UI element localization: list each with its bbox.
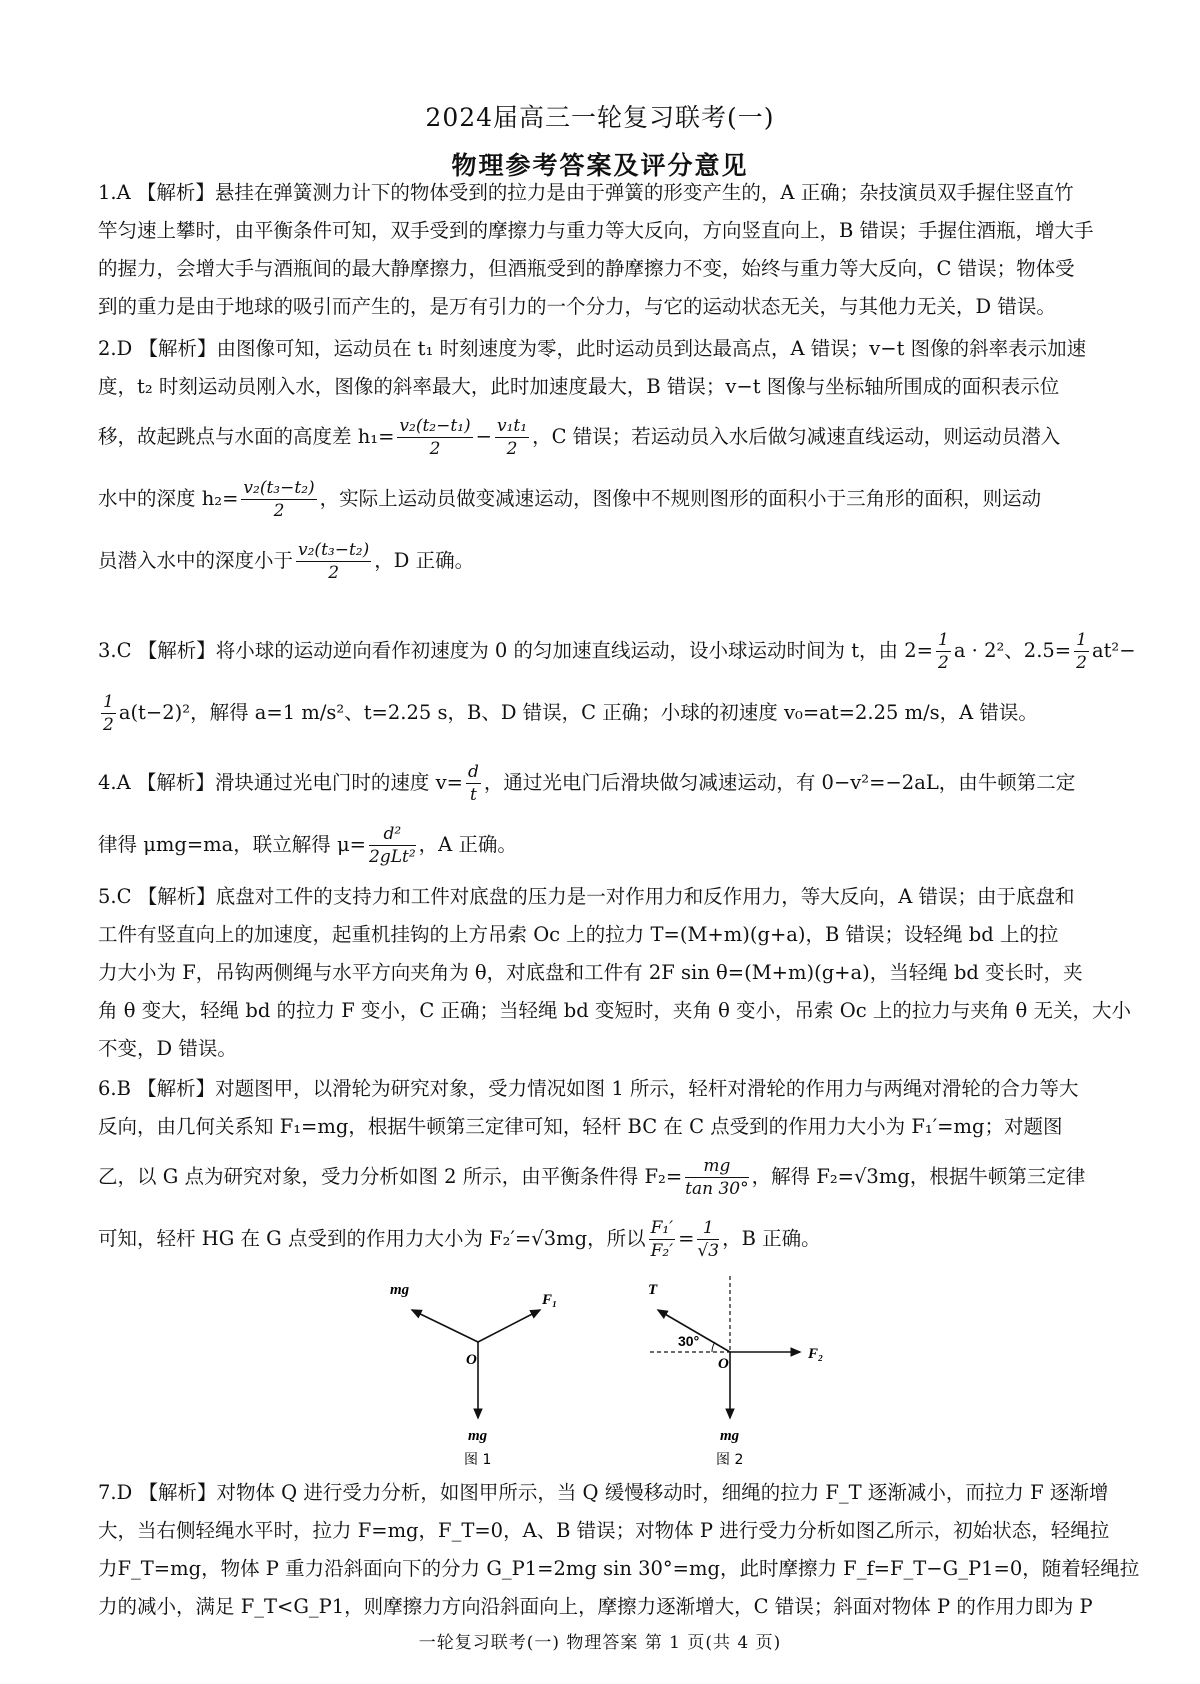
answer-4-line: 律得 μmg=ma，联立解得 μ= $\frac{\text{d²}}{\text{2gLt²}}$ ，A 正确。: [98, 824, 517, 867]
force-arrow: [412, 1310, 478, 1342]
answer-3-line: 3.C 【解析】将小球的运动逆向看作初速度为 0 的匀加速直线运动，设小球运动时间为 t，由 2= $\frac{1}{2}$ a · 2²、2.5= $\frac{1}{2}$ at²−: [98, 630, 1136, 673]
label-f1: F₁: [542, 1292, 558, 1308]
answer-7: [98, 1474, 1140, 1626]
figure-2-force-diagram: [640, 1268, 860, 1468]
label-o: O: [718, 1356, 729, 1372]
fraction: $\frac{1}{√3}$: [697, 1218, 720, 1261]
fraction: $\frac{\text{v₂(t₃−t₂)}}{2}$: [243, 478, 315, 521]
fraction: $\frac{d}{t}$: [467, 762, 479, 805]
answer-1-line: 1.A 【解析】悬挂在弹簧测力计下的物体受到的拉力是由于弹簧的形变产生的，A 正确；杂技演员双手握住竖直竹: [98, 181, 1074, 204]
figure-1-caption: 图 1: [464, 1452, 492, 1468]
fraction: $\frac{1}{2}$: [1076, 630, 1087, 673]
answer-6-line: 可知，轻杆 HG 在 G 点受到的作用力大小为 F₂′=√3mg，所以 $\frac{\text{F₁′}}{\text{F₂′}}$ = $\frac{1}{√3}$ ，B 正确。: [98, 1218, 821, 1261]
label-mg-bottom: mg: [468, 1428, 488, 1444]
answer-4-line: 4.A 【解析】滑块通过光电门时的速度 v= $\frac{d}{t}$ ，通过光电门后滑块做匀减速运动，有 0−v²=−2aL，由牛顿第二定: [98, 762, 1076, 805]
answer-7-line: 力F_T=mg，物体 P 重力沿斜面向下的分力 G_P1=2mg sin 30°=mg，此时摩擦力 F_f=F_T−G_P1=0，随着轻绳拉: [98, 1557, 1140, 1580]
fraction: $\frac{mg}{\tan 30^\circ}$: [685, 1156, 749, 1199]
fraction: $\frac{\text{v₁t₁}}{2}$: [497, 416, 528, 459]
answer-5-line: 5.C 【解析】底盘对工件的支持力和工件对底盘的压力是一对作用力和反作用力，等大反向，A 错误；由于底盘和: [98, 885, 1075, 908]
fraction: $\frac{\text{v₂(t₃−t₂)}}{2}$: [298, 540, 370, 583]
answer-2-line: 移，故起跳点与水面的高度差 h₁= $\frac{\text{v₂(t₂−t₁)}}{2}$ − $\frac{\text{v₁t₁}}{2}$ ，C 错误；若运动员入水后做匀减速直线运动，则运动员潜入: [98, 416, 1061, 459]
angle-arc: [712, 1342, 715, 1352]
label-mg-top: mg: [390, 1282, 410, 1298]
answer-6-line: 6.B 【解析】对题图甲，以滑轮为研究对象，受力情况如图 1 所示，轻杆对滑轮的作用力与两绳对滑轮的合力等大: [98, 1077, 1079, 1100]
answer-2-line: 员潜入水中的深度小于 $\frac{\text{v₂(t₃−t₂)}}{2}$ ，D 正确。: [98, 540, 475, 583]
fraction: $\frac{1}{2}$: [103, 692, 114, 735]
answer-5-line: 工件有竖直向上的加速度，起重机挂钩的上方吊索 Oc 上的拉力 T=(M+m)(g+a)，B 错误；设轻绳 bd 上的拉: [98, 923, 1059, 946]
answer-7-line: 7.D 【解析】对物体 Q 进行受力分析，如图甲所示，当 Q 缓慢移动时，细绳的拉力 F_T 逐渐减小，而拉力 F 逐渐增: [98, 1481, 1109, 1504]
page-title: 2024届高三一轮复习联考(一): [425, 103, 775, 132]
answer-6-line: 反向，由几何关系知 F₁=mg，根据牛顿第三定律可知，轻杆 BC 在 C 点受到的作用力大小为 F₁′=mg；对题图: [98, 1115, 1063, 1138]
page-subtitle: 物理参考答案及评分意见: [451, 151, 749, 180]
fraction: $\frac{\text{F₁′}}{\text{F₂′}}$: [650, 1218, 674, 1261]
label-f2: F₂: [808, 1346, 824, 1362]
answer-2-line: 水中的深度 h₂= $\frac{\text{v₂(t₃−t₂)}}{2}$ ，实际上运动员做变减速运动，图像中不规则图形的面积小于三角形的面积，则运动: [98, 478, 1042, 521]
answer-5: [98, 878, 1131, 1068]
fraction: $\frac{\text{v₂(t₂−t₁)}}{2}$: [399, 416, 471, 459]
answer-7-line: 大，当右侧轻绳水平时，拉力 F=mg，F_T=0，A、B 错误；对物体 P 进行受力分析如图乙所示，初始状态，轻绳拉: [98, 1519, 1110, 1542]
answer-6-line: 乙，以 G 点为研究对象，受力分析如图 2 所示，由平衡条件得 F₂= $\frac{mg}{\tan 30^\circ}$ ，解得 F₂=√3mg，根据牛顿第三定律: [98, 1156, 1086, 1199]
answer-7-line: 力的减小，满足 F_T<G_P1，则摩擦力方向沿斜面向上，摩擦力逐渐增大，C 错误；斜面对物体 P 的作用力即为 P: [98, 1595, 1093, 1618]
answer-3: [98, 620, 1136, 744]
answer-2-line: 度，t₂ 时刻运动员刚入水，图像的斜率最大，此时加速度最大，B 错误；v−t 图像与坐标轴所围成的面积表示位: [98, 375, 1060, 398]
figure-2-caption: 图 2: [716, 1452, 744, 1468]
answer-4: [98, 752, 1108, 876]
answer-5-line: 角 θ 变大，轻绳 bd 的拉力 F 变小，C 正确；当轻绳 bd 变短时，夹角 θ 变小，吊索 Oc 上的拉力与夹角 θ 无关，大小: [98, 999, 1131, 1022]
answer-5-line: 不变，D 错误。: [98, 1037, 237, 1060]
answer-2-line: 2.D 【解析】由图像可知，运动员在 t₁ 时刻速度为零，此时运动员到达最高点，A 错误；v−t 图像的斜率表示加速: [98, 337, 1087, 360]
figure-1-force-diagram: [390, 1268, 590, 1468]
answer-6: [98, 1070, 1108, 1270]
answer-2: [98, 330, 1108, 592]
label-mg: mg: [720, 1428, 740, 1444]
answer-5-line: 力大小为 F，吊钩两侧绳与水平方向夹角为 θ，对底盘和工件有 2F sin θ=(M+m)(g+a)，当轻绳 bd 变长时，夹: [98, 961, 1083, 984]
label-t: T: [648, 1282, 658, 1298]
page-footer: 一轮复习联考(一) 物理答案 第 1 页(共 4 页): [418, 1633, 782, 1653]
answer-1-line: 到的重力是由于地球的吸引而产生的，是万有引力的一个分力，与它的运动状态无关，与其他力无关，D 错误。: [98, 295, 1056, 318]
fraction: $\frac{1}{2}$: [938, 630, 949, 673]
label-angle: 30°: [678, 1333, 700, 1349]
answer-1-line: 的握力，会增大手与酒瓶间的最大静摩擦力，但酒瓶受到的静摩擦力不变，始终与重力等大反向，C 错误；物体受: [98, 257, 1075, 280]
force-arrow: [478, 1310, 540, 1342]
fraction: $\frac{\text{d²}}{\text{2gLt²}}$: [369, 824, 416, 867]
answer-3-line: $\frac{1}{2}$ a(t−2)²，解得 a=1 m/s²、t=2.25 s，B、D 错误，C 正确；小球的初速度 v₀=at=2.25 m/s，A 错误。: [103, 692, 1038, 735]
answer-1-line: 竿匀速上攀时，由平衡条件可知，双手受到的摩擦力与重力等大反向，方向竖直向上，B 错误；手握住酒瓶，增大手: [98, 219, 1094, 242]
answer-1: [98, 174, 1108, 326]
label-o: O: [466, 1352, 477, 1368]
